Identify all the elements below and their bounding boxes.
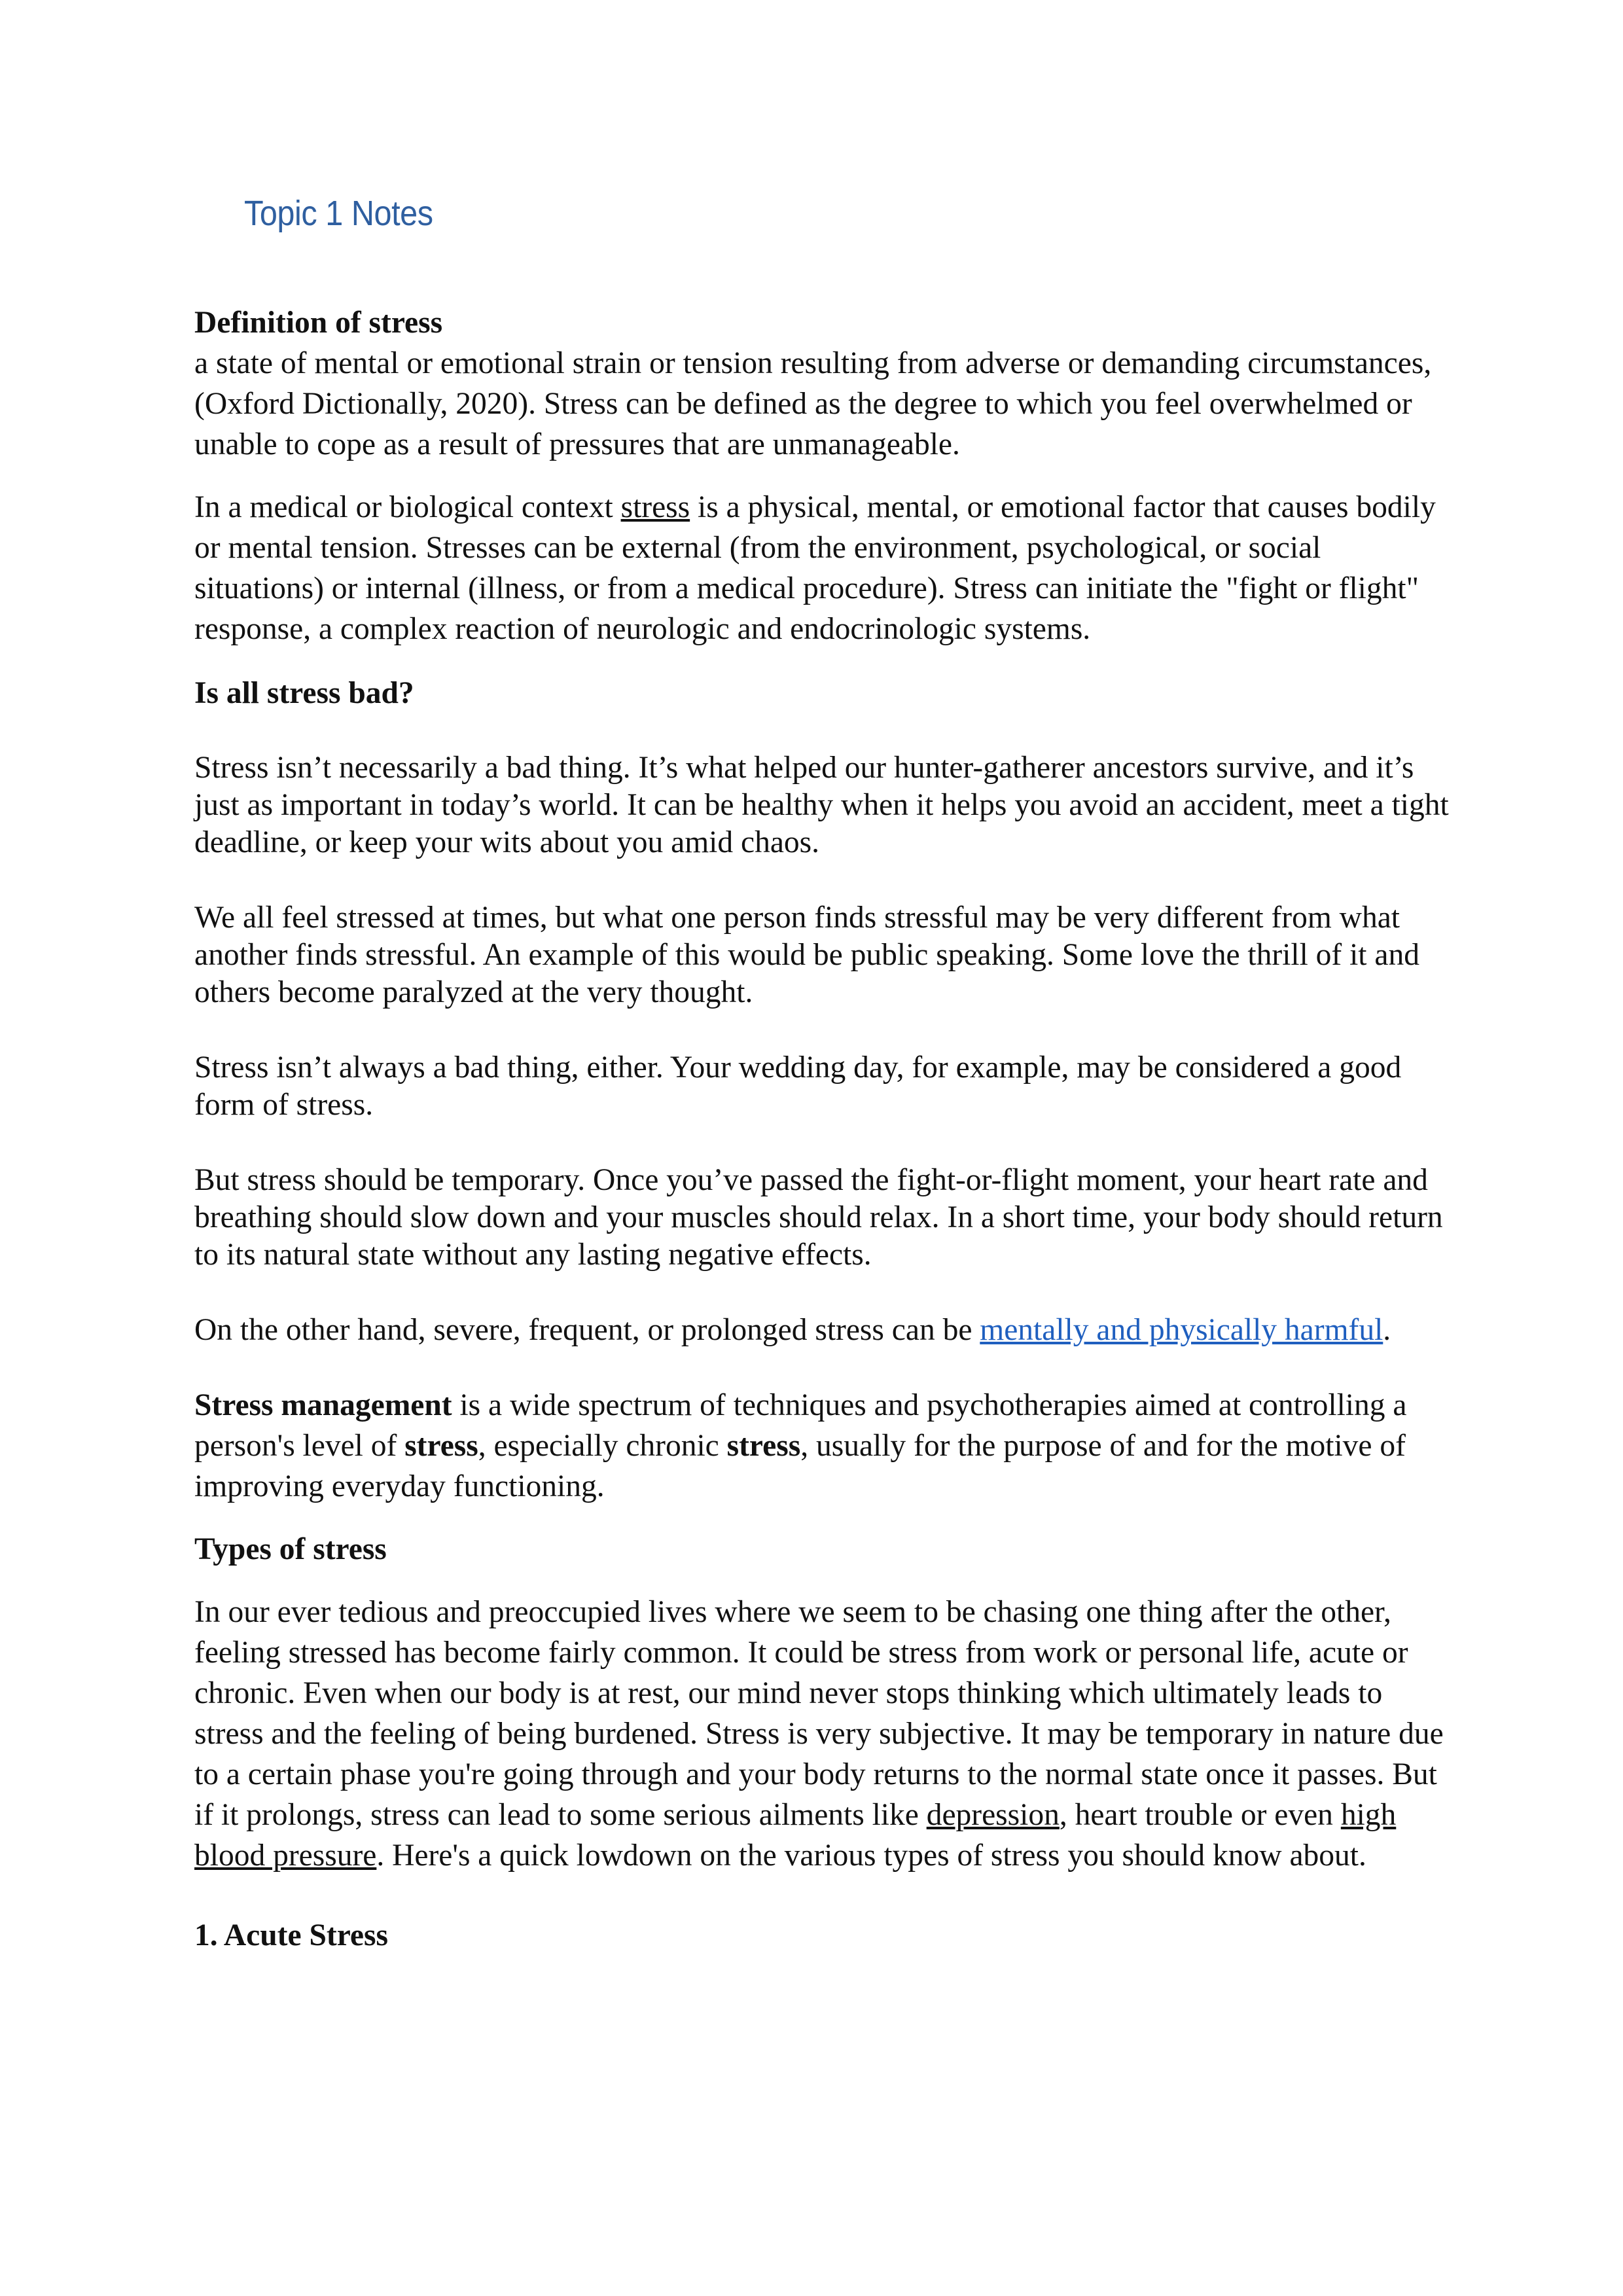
management-bold-stress-2: stress: [726, 1429, 801, 1463]
bad-paragraph-5: [194, 1312, 1457, 1349]
bad-paragraph-4: But stress should be temporary. Once you’ve passed the fight-or-flight moment, your heart rate and breathing should slow down and your muscles should relax. In a short time, your body should return to its natural state without any lasting negative effects.: [194, 1163, 1443, 1272]
bad-paragraph-2: We all feel stressed at times, but what one person finds stressful may be very different from what another finds stressful. An example of this would be public speaking. Some love the thrill of it and others become paralyzed at the very thought.: [194, 901, 1419, 1009]
definition-text-before: In a medical or biological context: [194, 490, 621, 524]
types-text-1: In our ever tedious and preoccupied lives where we seem to be chasing one thing after the other, feeling stressed has become fairly common. It could be stress from work or personal life, acute or chronic. Even when our body is at rest, our mind never stops thinking which ultimately leads to stress and the feeling of being burdened. Stress is very subjective. It may be temporary in nature due to a certain phase you're going through and your body returns to the normal state once it passes. But if it prolongs, stress can lead to some serious ailments like: [194, 1595, 1444, 1832]
stress-term-underlined: stress: [620, 490, 690, 524]
high-blood-pressure-link[interactable]: high blood pressure: [194, 1798, 1397, 1873]
document-body: [194, 302, 1457, 1956]
management-bold-stress-1: stress: [404, 1429, 478, 1463]
management-text-2: , especially chronic: [478, 1429, 727, 1463]
heading-definition: Definition of stress: [194, 306, 443, 340]
heading-acute-stress: 1. Acute Stress: [194, 1918, 388, 1952]
management-text-1: is a wide spectrum of techniques and psychotherapies aimed at controlling a person's level of: [194, 1388, 1407, 1463]
bad-paragraph-3: Stress isn’t always a bad thing, either. Your wedding day, for example, may be considered a good form of stress.: [194, 1050, 1402, 1122]
types-text-2: , heart trouble or even: [1059, 1798, 1341, 1832]
definition-text-after: is a physical, mental, or emotional factor that causes bodily or mental tension. Stresses can be external (from the environment, psychological, or social situations) or internal (illness, or from a medical procedure). Stress can initiate the "fight or flight" response, a complex reaction of neurologic and endocrinologic systems.: [194, 490, 1436, 646]
management-text-3: , usually for the purpose of and for the motive of improving everyday functioning.: [194, 1429, 1406, 1503]
depression-link[interactable]: depression: [926, 1798, 1060, 1832]
bad-paragraph-5-period: .: [1383, 1313, 1391, 1347]
stress-management-paragraph: [194, 1385, 1457, 1507]
definition-paragraph-1: a state of mental or emotional strain or tension resulting from adverse or demanding circumstances, (Oxford Dictionally, 2020). Stress can be defined as the degree to which you feel overwhelmed or unable to cope as a result of pressures that are unmanageable.: [194, 346, 1432, 461]
types-paragraph: [194, 1592, 1457, 1876]
page-title: Topic 1 Notes: [244, 194, 433, 233]
types-text-3: . Here's a quick lowdown on the various types of stress you should know about.: [376, 1839, 1366, 1873]
mentally-physically-harmful-link[interactable]: mentally and physically harmful: [980, 1313, 1383, 1347]
stress-management-term: Stress management: [194, 1388, 452, 1422]
heading-is-all-stress-bad: Is all stress bad?: [194, 676, 414, 710]
definition-paragraph-2: [194, 487, 1457, 649]
bad-paragraph-1: Stress isn’t necessarily a bad thing. It’s what helped our hunter-gatherer ancestors survive, and it’s just as important in today’s world. It can be healthy when it helps you avoid an accident, meet a tight deadline, or keep your wits about you amid chaos.: [194, 751, 1449, 859]
bad-paragraph-5-text: On the other hand, severe, frequent, or prolonged stress can be: [194, 1313, 980, 1347]
heading-types-of-stress: Types of stress: [194, 1532, 387, 1566]
